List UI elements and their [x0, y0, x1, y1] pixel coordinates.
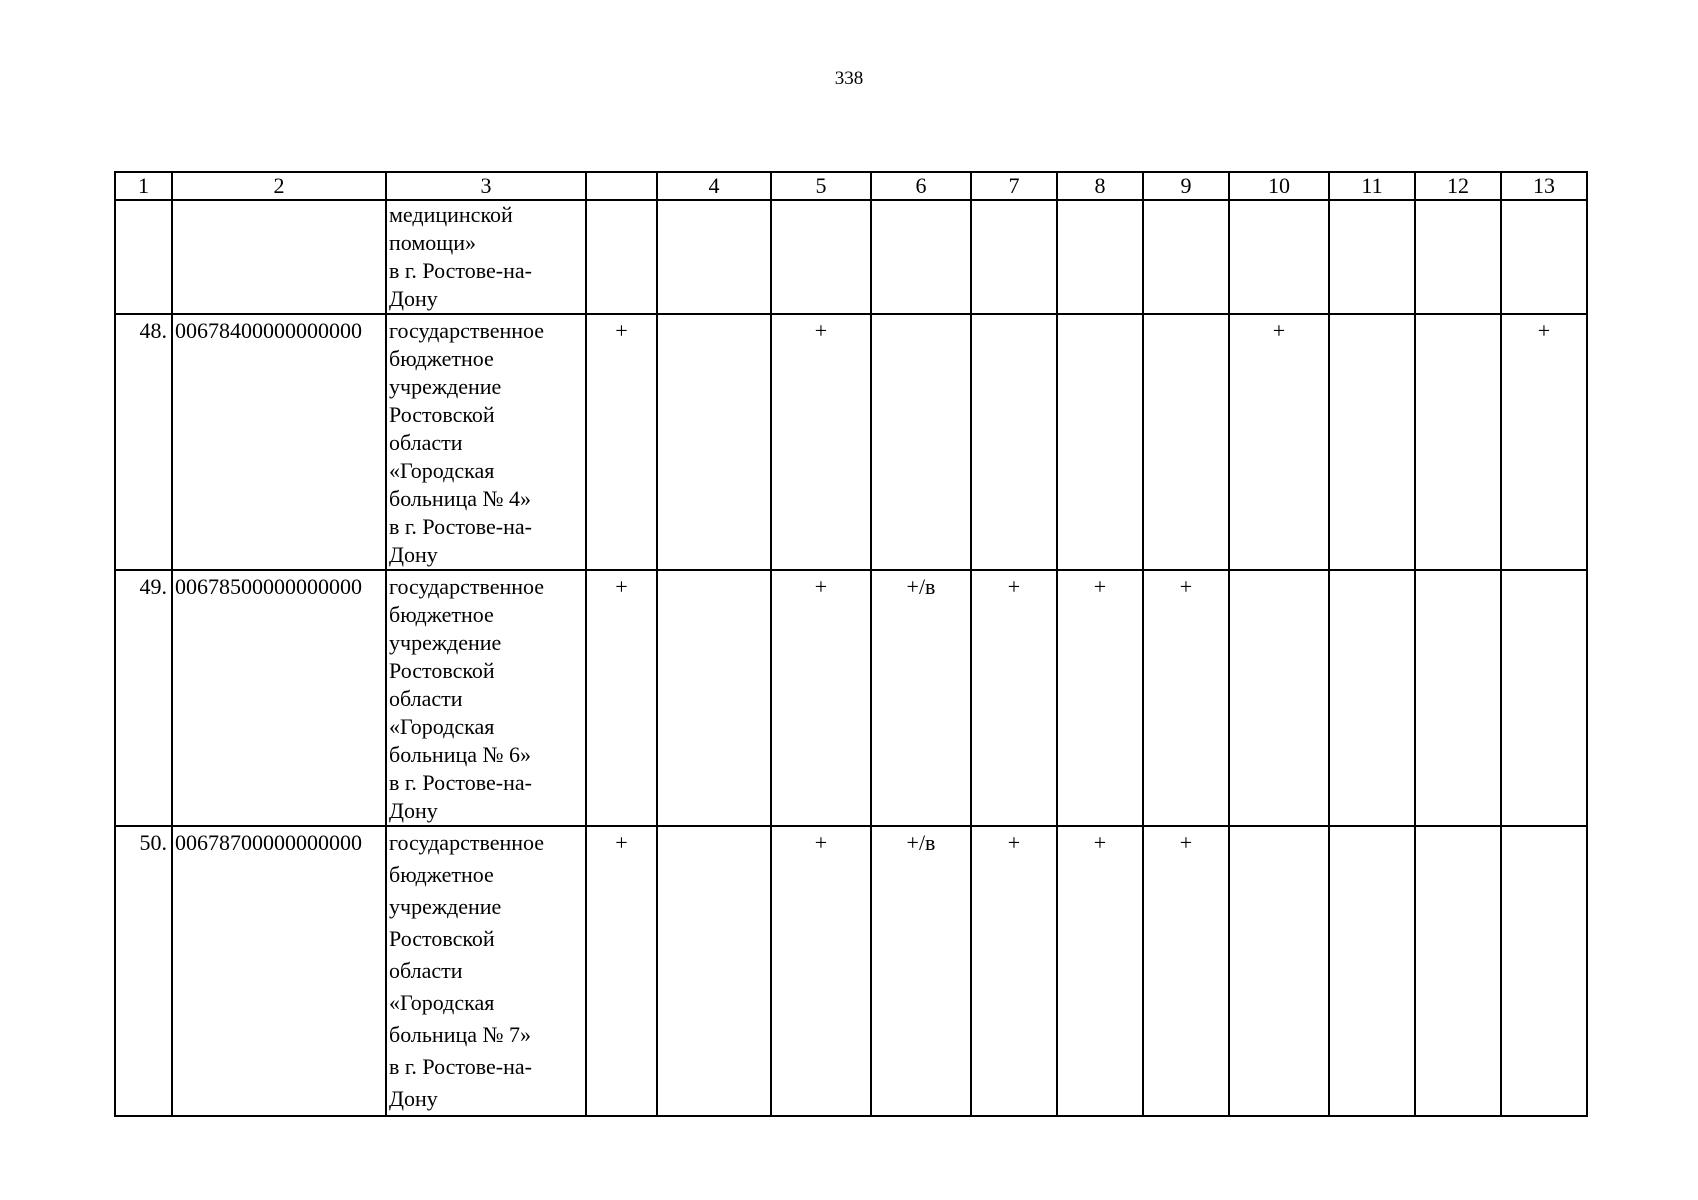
mark-cell — [1229, 826, 1329, 1116]
mark-cell: +/в — [871, 570, 971, 826]
header-col-3: 3 — [386, 172, 586, 200]
row-number — [115, 200, 172, 314]
header-col-12: 12 — [1415, 172, 1501, 200]
mark-cell — [1229, 570, 1329, 826]
mark-cell — [586, 200, 657, 314]
mark-cell: + — [1057, 570, 1143, 826]
row-name — [386, 826, 586, 1116]
header-col-7: 7 — [971, 172, 1057, 200]
mark-cell — [1329, 826, 1415, 1116]
mark-cell — [1329, 200, 1415, 314]
mark-cell — [1415, 200, 1501, 314]
table-row — [115, 200, 1587, 314]
document-table — [114, 171, 1588, 1117]
mark-cell — [1501, 826, 1587, 1116]
name-line: Дону — [389, 1086, 438, 1111]
mark-cell — [657, 826, 771, 1116]
name-line: больница № 4» — [389, 486, 531, 511]
mark-cell — [1501, 570, 1587, 826]
mark-cell — [1501, 200, 1587, 314]
name-line: Дону — [389, 286, 438, 311]
mark-cell: + — [771, 314, 871, 570]
mark-cell — [1415, 570, 1501, 826]
row-number: 50. — [115, 826, 172, 1116]
mark-cell: + — [1501, 314, 1587, 570]
row-code: 00678500000000000 — [172, 570, 386, 826]
name-line: медицинской — [389, 202, 513, 227]
mark-cell — [657, 570, 771, 826]
name-line: бюджетное — [389, 346, 494, 371]
mark-cell — [1143, 200, 1229, 314]
mark-cell — [971, 314, 1057, 570]
header-col-11: 11 — [1329, 172, 1415, 200]
mark-cell: + — [771, 826, 871, 1116]
row-name — [386, 200, 586, 314]
mark-cell — [1057, 200, 1143, 314]
row-number: 49. — [115, 570, 172, 826]
name-line: в г. Ростове-на- — [389, 770, 532, 795]
name-line: учреждение — [389, 630, 502, 655]
name-line: в г. Ростове-на- — [389, 514, 532, 539]
page-number: 338 — [834, 68, 864, 89]
name-line: Ростовской — [389, 658, 495, 683]
mark-cell: + — [1143, 826, 1229, 1116]
mark-cell — [871, 200, 971, 314]
mark-cell: + — [1143, 570, 1229, 826]
header-col-5: 5 — [771, 172, 871, 200]
mark-cell: +/в — [871, 826, 971, 1116]
mark-cell — [657, 314, 771, 570]
row-name — [386, 570, 586, 826]
header-col-13: 13 — [1501, 172, 1587, 200]
mark-cell: + — [1229, 314, 1329, 570]
name-line: государственное — [389, 318, 545, 343]
name-line: области — [389, 430, 463, 455]
name-line: в г. Ростове-на- — [389, 1054, 532, 1079]
row-name — [386, 314, 586, 570]
header-col-8: 8 — [1057, 172, 1143, 200]
name-line: учреждение — [389, 894, 502, 919]
name-line: «Городская — [389, 714, 495, 739]
name-line: Дону — [389, 542, 438, 567]
mark-cell — [657, 200, 771, 314]
header-col-1: 1 — [115, 172, 172, 200]
header-col-4: 4 — [657, 172, 771, 200]
mark-cell: + — [586, 826, 657, 1116]
mark-cell — [1415, 314, 1501, 570]
name-line: бюджетное — [389, 862, 494, 887]
name-line: больница № 7» — [389, 1022, 531, 1047]
mark-cell: + — [586, 570, 657, 826]
row-code: 00678700000000000 — [172, 826, 386, 1116]
table-row — [115, 570, 1587, 826]
mark-cell — [971, 200, 1057, 314]
name-line: бюджетное — [389, 602, 494, 627]
name-line: в г. Ростове-на- — [389, 258, 532, 283]
mark-cell — [771, 200, 871, 314]
mark-cell — [1229, 200, 1329, 314]
mark-cell — [1329, 314, 1415, 570]
name-line: помощи» — [389, 230, 476, 255]
header-col-2: 2 — [172, 172, 386, 200]
row-number: 48. — [115, 314, 172, 570]
name-line: Ростовской — [389, 926, 495, 951]
mark-cell — [1415, 826, 1501, 1116]
name-line: Ростовской — [389, 402, 495, 427]
header-col-9: 9 — [1143, 172, 1229, 200]
name-line: государственное — [389, 830, 545, 855]
name-line: государственное — [389, 574, 545, 599]
table-row — [115, 314, 1587, 570]
row-code: 00678400000000000 — [172, 314, 386, 570]
row-code — [172, 200, 386, 314]
mark-cell: + — [971, 826, 1057, 1116]
header-col-unnumbered — [586, 172, 657, 200]
header-col-10: 10 — [1229, 172, 1329, 200]
table-header-row — [115, 172, 1587, 200]
name-line: больница № 6» — [389, 742, 531, 767]
mark-cell: + — [971, 570, 1057, 826]
name-line: области — [389, 958, 463, 983]
table-row — [115, 826, 1587, 1116]
header-col-6: 6 — [871, 172, 971, 200]
mark-cell: + — [771, 570, 871, 826]
mark-cell — [1143, 314, 1229, 570]
mark-cell: + — [586, 314, 657, 570]
mark-cell — [1329, 570, 1415, 826]
name-line: «Городская — [389, 990, 495, 1015]
mark-cell — [871, 314, 971, 570]
mark-cell — [1057, 314, 1143, 570]
name-line: учреждение — [389, 374, 502, 399]
mark-cell: + — [1057, 826, 1143, 1116]
name-line: области — [389, 686, 463, 711]
name-line: Дону — [389, 798, 438, 823]
name-line: «Городская — [389, 458, 495, 483]
